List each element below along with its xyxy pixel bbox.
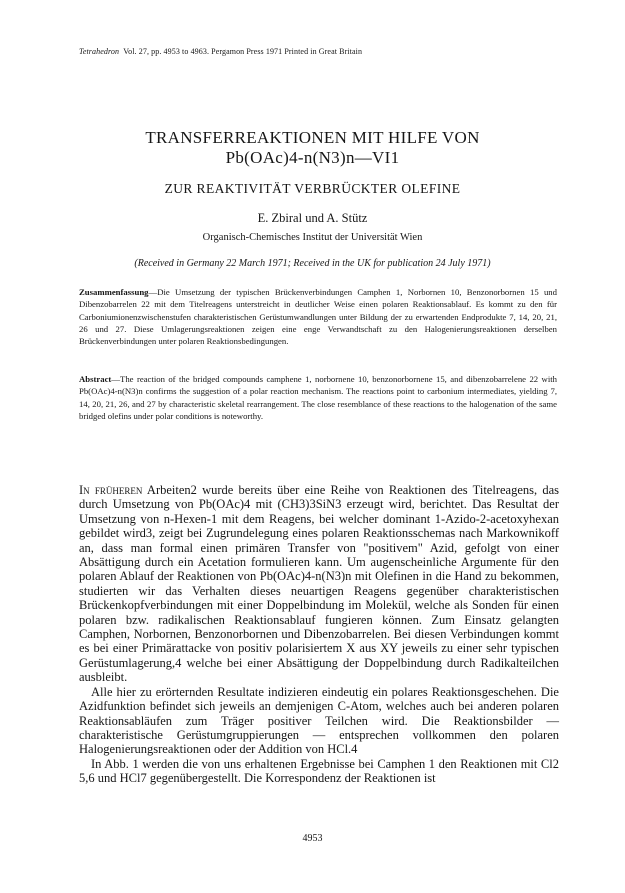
title-line-2: Pb(OAc)4-n(N3)n—VI1: [225, 148, 400, 167]
paragraph-1-text: Arbeiten2 wurde bereits über eine Reihe von Reaktionen des Titelreagens, das durch Umsetzung von Pb(OAc)4 mit (CH3)3SiN3 erzeugt wird, berichtet. Das Resultat der Umsetzung von n-Hexen-1 mit dem Reagens, bei welcher dominant 1-Azido-2-acetoxyhexan gebildet wird3, zeigt bei Zugrundelegung eines polaren Reaktionsschemas nach Markownikoff an, dass man formal einen primären Transfer von "positivem" Azid, gefolgt von einer Absättigung durch ein Acetation formulieren kann. Um augenscheinliche Argumente für den polaren Ablauf der Reaktionen von Pb(OAc)4-n(N3)n mit Olefinen in die Hand zu bekommen, studierten wir das Verhalten dieses neuartigen Reagens gegenüber charakteristischen Brückenkopfverbindungen mit einer Doppelbindung im Molekül, welche als Sonden für einen polaren bzw. radikalischen Reaktionsablauf fungieren können. Zum Einsatz gelangten Camphen, Norbornen, Benzonorbornen und Dibenzobarrelen. Bei diesen Verbindungen kommt es bei einer Primärattacke von positiv polarisiertem X aus XY jeweils zu einer sehr typischen Gerüstumlagerung,4 welche bei einer Absättigung der Doppelbindung durch Radikalteilchen ausbleibt.: [79, 483, 559, 685]
journal-name: Tetrahedron: [79, 47, 120, 56]
received-dates: [0, 258, 625, 269]
page-number: 4953: [302, 833, 323, 844]
paragraph-2: Alle hier zu erörternden Resultate indizieren eindeutig ein polares Reaktionsgeschehen. Die Azidfunktion befindet sich jeweils an demjenigen C-Atom, welches auch bei anderen polaren Reaktionsabläufen zum Träger positiver Teilchen wird. Die Reaktionsbilder — charakteristische Gerüstumgruppierungen — entsprechen vollkommen den polaren Halogenierungsreaktionen oder der Addition von HCl.4: [79, 684, 559, 757]
journal-header: [79, 47, 362, 56]
institute: Organisch-Chemisches Institut der Universität Wien: [202, 232, 423, 243]
paragraph-1: [79, 483, 559, 685]
received-text: (Received in Germany 22 March 1971; Received in the UK for publication 24 July 1971): [134, 258, 491, 269]
paragraph-3: In Abb. 1 werden die von uns erhaltenen Ergebnisse bei Camphen 1 den Reaktionen mit Cl2 5,6 und HCl7 gegenübergestellt. Die Korrespondenz der Reaktionen ist: [79, 756, 559, 786]
title-line-1: TRANSFERREAKTIONEN MIT HILFE VON: [145, 128, 480, 147]
article-title: [0, 128, 625, 168]
journal-citation: Vol. 27, pp. 4953 to 4963. Pergamon Press 1971 Printed in Great Britain: [123, 47, 363, 56]
zusammenfassung-text: —Die Umsetzung der typischen Brückenverbindungen Camphen 1, Norbornen 10, Benzonorbornen 15 und Dibenzobarrelen 22 mit dem Titelreagens unterstreicht in deutlicher Weise einen polaren Reaktionsablauf. Es kommt zu den für Carboniumionenzwischenstufen charakteristischen Gerüstumwandlungen unter Bildung der zu erwartenden Endprodukte 7, 14, 20, 21, 26 und 27. Diese Umlagerungsreaktionen zeigen eine enge Verwandtschaft zu den Halogenierungsreaktionen derselben Brückenverbindungen unter polaren Reaktionsbedingungen.: [79, 287, 557, 347]
zusammenfassung: [79, 286, 557, 347]
authors: E. Zbiral und A. Stütz: [257, 211, 368, 225]
abstract-text: —The reaction of the bridged compounds camphene 1, norbornene 10, benzonorbornene 15, and dibenzobarrelene 22 with Pb(OAc)4-n(N3)n confirms the suggestion of a polar reaction mechanism. The reactions point to carbonium intermediates, yielding 7, 14, 20, 21, 26, and 27 by characteristic skeletal rearrangement. The close resemblance of these reactions to the halogenation of the same bridged olefins under polar conditions is noteworthy.: [79, 374, 557, 421]
abstract: [79, 373, 557, 422]
article-subtitle: ZUR REAKTIVITÄT VERBRÜCKTER OLEFINE: [164, 181, 461, 196]
paragraph-1-lead: In früheren: [79, 483, 143, 497]
abstract-label: Abstract: [79, 374, 112, 384]
zusammenfassung-label: Zusammenfassung: [79, 287, 149, 297]
body-text: [79, 483, 559, 786]
